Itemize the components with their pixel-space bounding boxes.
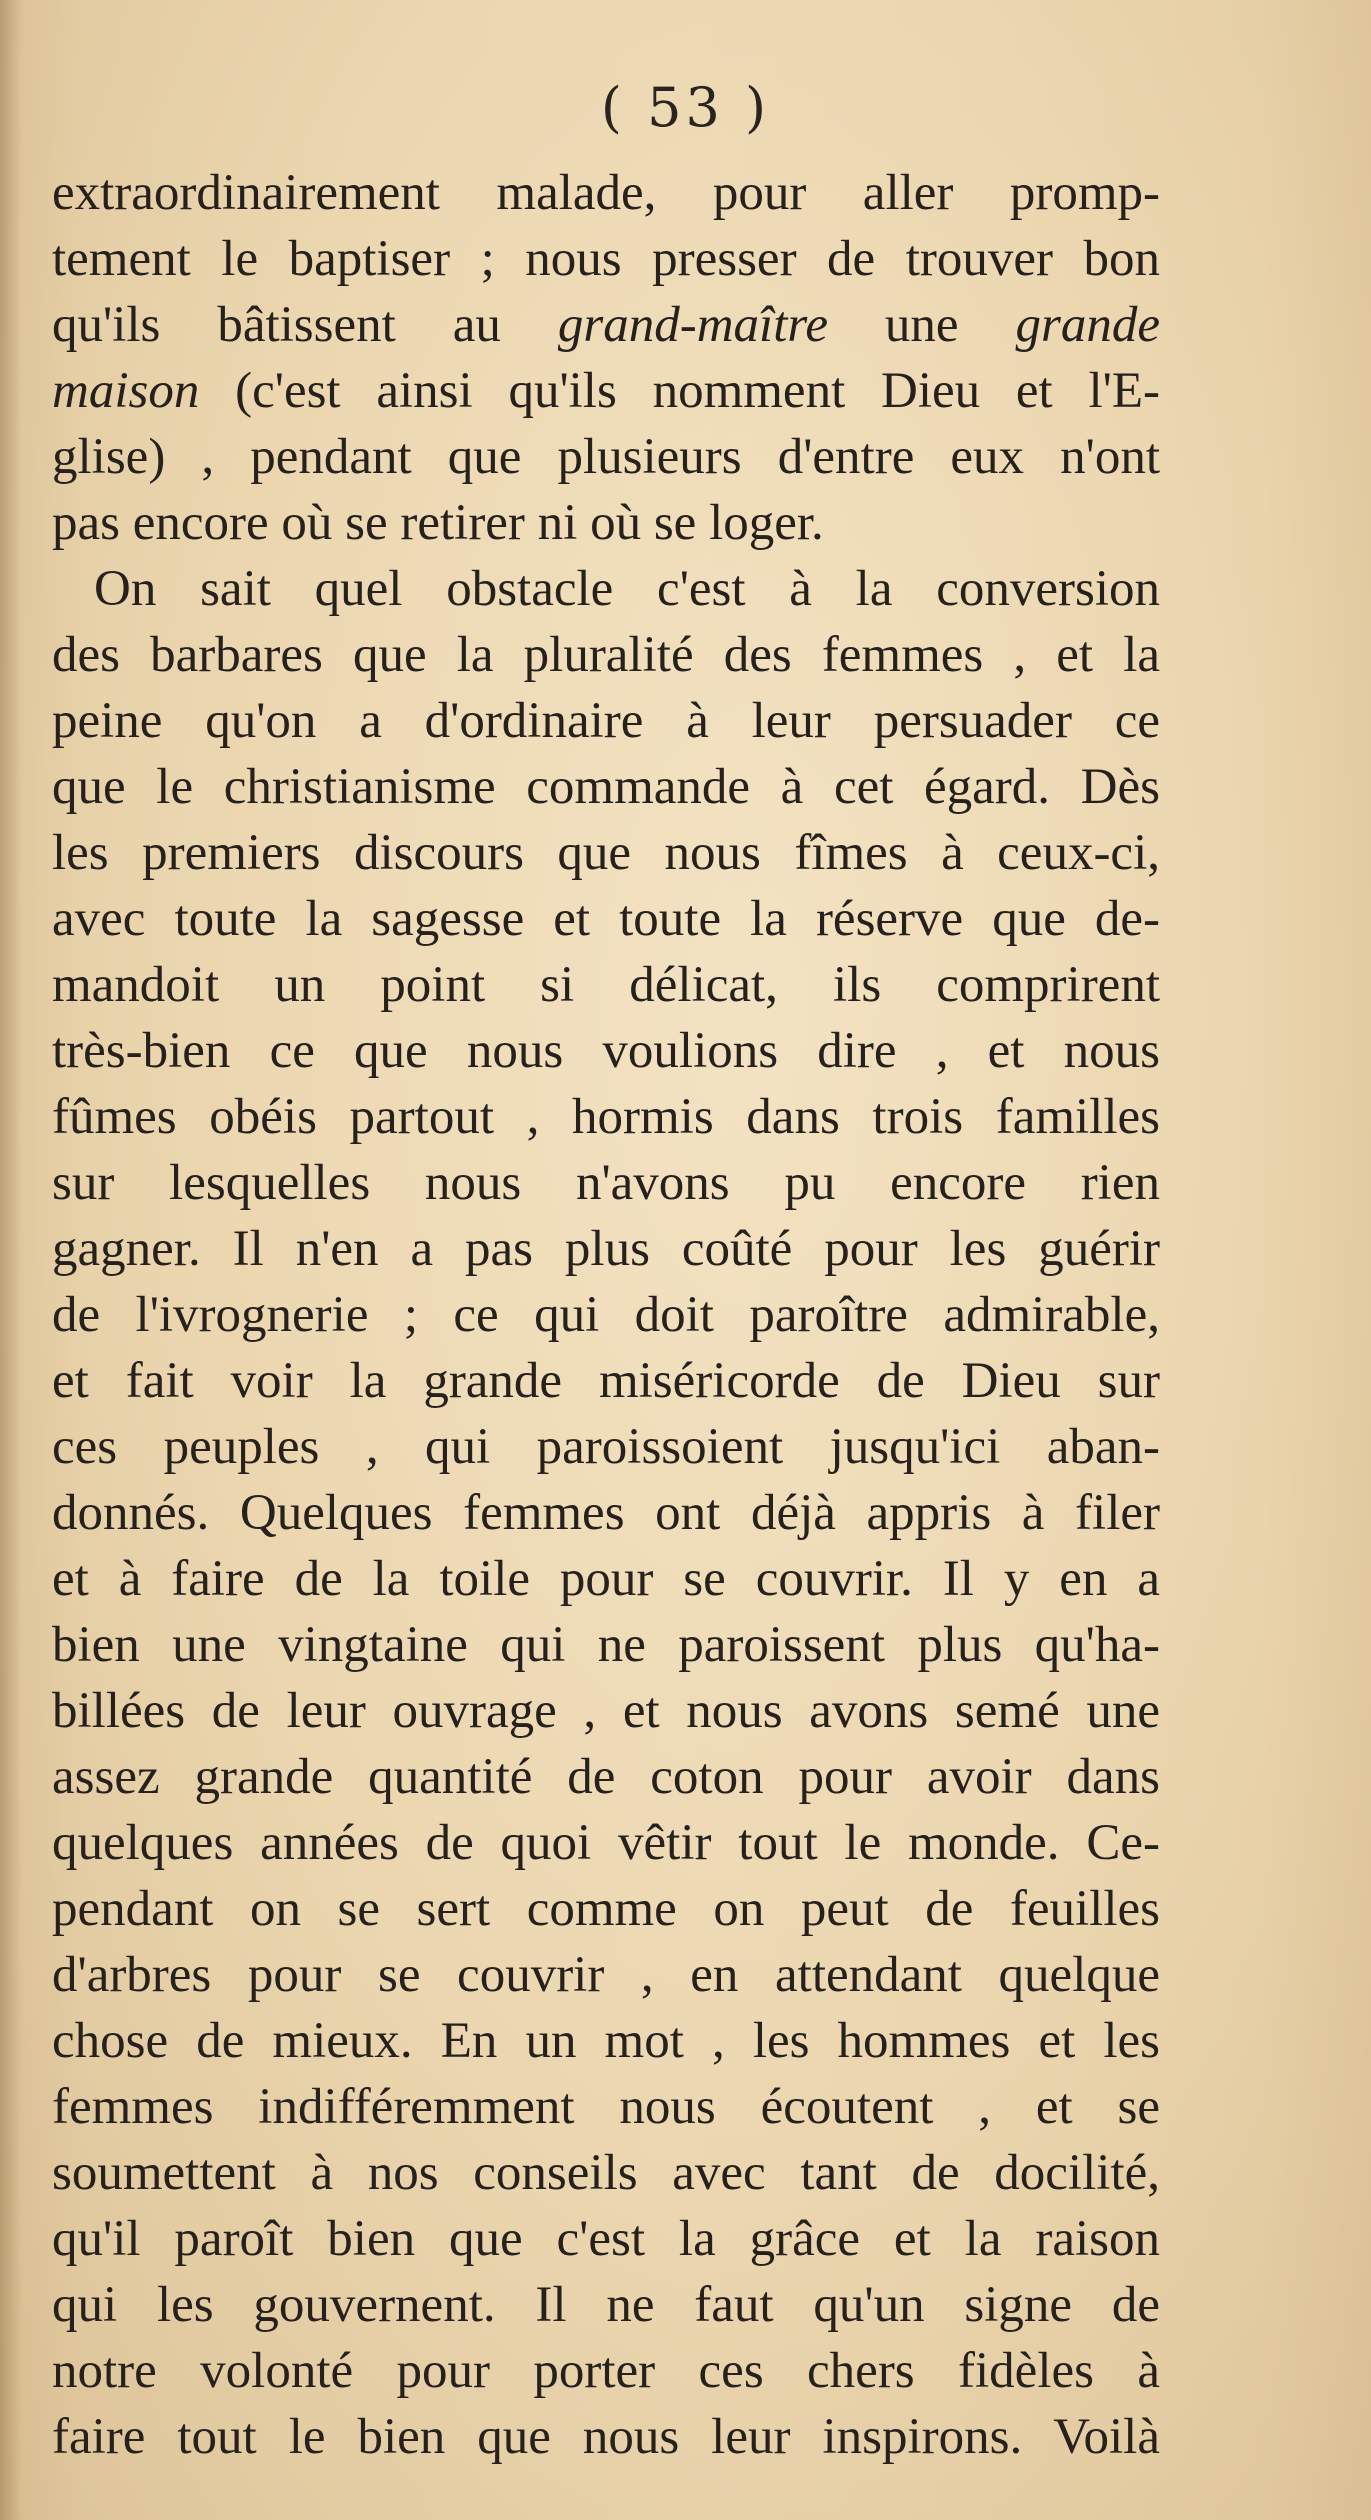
text-line: bien une vingtaine qui ne paroissent plus qu'ha-	[52, 1617, 1160, 1673]
text-line: des barbares que la pluralité des femmes , et la	[52, 627, 1160, 683]
text-line: et fait voir la grande miséricorde de Dieu sur	[52, 1353, 1160, 1409]
text-line: quelques années de quoi vêtir tout le monde. Ce-	[52, 1815, 1160, 1871]
text-line: qu'il paroît bien que c'est la grâce et la raison	[52, 2211, 1160, 2267]
text-line: glise) , pendant que plusieurs d'entre eux n'ont	[52, 429, 1160, 485]
page-gutter-shadow	[0, 0, 22, 2520]
text-line: gagner. Il n'en a pas plus coûté pour les guérir	[52, 1221, 1160, 1277]
italic-phrase: grand-maître	[557, 297, 828, 353]
text-line: d'arbres pour se couvrir , en attendant quelque	[52, 1947, 1160, 2003]
text-line: qui les gouvernent. Il ne faut qu'un signe de	[52, 2277, 1160, 2333]
text-line: peine qu'on a d'ordinaire à leur persuader ce	[52, 693, 1160, 749]
text-line: faire tout le bien que nous leur inspirons. Voilà	[52, 2409, 1160, 2465]
italic-phrase: maison	[52, 363, 200, 419]
text-line: avec toute la sagesse et toute la réserve que de-	[52, 891, 1160, 947]
text-line: soumettent à nos conseils avec tant de docilité,	[52, 2145, 1160, 2201]
text-line: notre volonté pour porter ces chers fidèles à	[52, 2343, 1160, 2399]
text-line: et à faire de la toile pour se couvrir. Il y en a	[52, 1551, 1160, 1607]
text-line: de l'ivrognerie ; ce qui doit paroître admirable,	[52, 1287, 1160, 1343]
text-line: billées de leur ouvrage , et nous avons semé une	[52, 1683, 1160, 1739]
text-line: mandoit un point si délicat, ils comprirent	[52, 957, 1160, 1013]
text-line: chose de mieux. En un mot , les hommes et les	[52, 2013, 1160, 2069]
text-line: les premiers discours que nous fîmes à ceux-ci,	[52, 825, 1160, 881]
text-line: tement le baptiser ; nous presser de trouver bon	[52, 231, 1160, 287]
text-line: pendant on se sert comme on peut de feuilles	[52, 1881, 1160, 1937]
text-line: donnés. Quelques femmes ont déjà appris à filer	[52, 1485, 1160, 1541]
text-line: assez grande quantité de coton pour avoir dans	[52, 1749, 1160, 1805]
text-line: ces peuples , qui paroissoient jusqu'ici aban-	[52, 1419, 1160, 1475]
text-line: pas encore où se retirer ni où se loger.	[52, 495, 824, 551]
body-text	[52, 160, 1160, 2470]
text-line: sur lesquelles nous n'avons pu encore rien	[52, 1155, 1160, 1211]
text-line: extraordinairement malade, pour aller promp-	[52, 165, 1160, 221]
italic-phrase: grande	[1015, 297, 1160, 353]
text-line	[52, 358, 1160, 424]
text-line: très-bien ce que nous voulions dire , et nous	[52, 1023, 1160, 1079]
text-span: (c'est ainsi qu'ils nomment Dieu et l'E-	[199, 363, 1160, 419]
text-line: femmes indifféremment nous écoutent , et se	[52, 2079, 1160, 2135]
text-span: qu'ils bâtissent au	[52, 297, 558, 353]
text-line: fûmes obéis partout , hormis dans trois familles	[52, 1089, 1160, 1145]
text-line: On sait quel obstacle c'est à la conversion	[94, 561, 1160, 617]
text-line	[52, 292, 1160, 358]
text-line: que le christianisme commande à cet égard. Dès	[52, 759, 1160, 815]
page-number: ( 53 )	[600, 76, 771, 139]
text-span: une	[827, 297, 1016, 353]
